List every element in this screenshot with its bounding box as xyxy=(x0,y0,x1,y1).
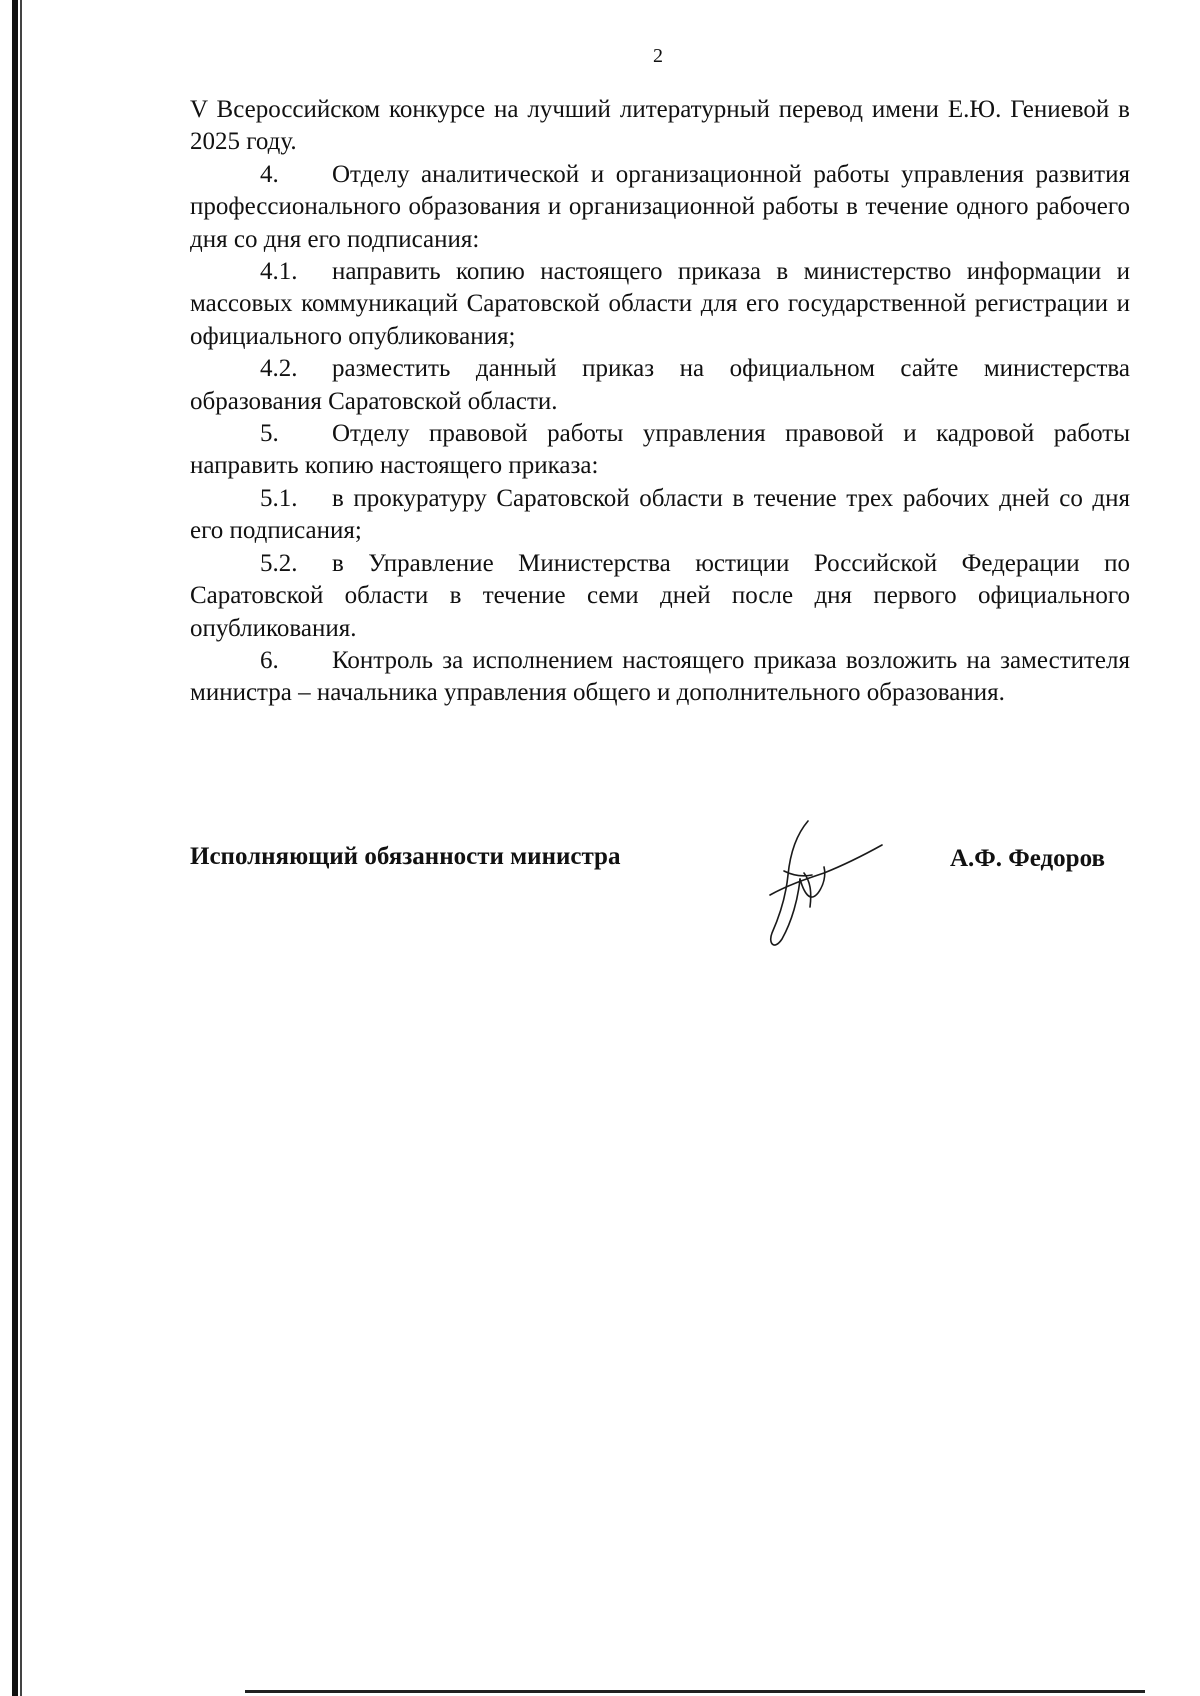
paragraph-text: направить копию настоящего приказа в министерство информации и массовых коммуникаций Саратовской области для его государственной регистрации и официального опубликования; xyxy=(190,258,1130,350)
scan-edge-left xyxy=(12,0,18,1696)
paragraph-item-5 xyxy=(190,418,1130,483)
signatory-name: А.Ф. Федоров xyxy=(950,845,1105,872)
document-body xyxy=(190,94,1130,710)
paragraph-item-6 xyxy=(190,645,1130,710)
paragraph-item-4-2 xyxy=(190,353,1130,418)
paragraph-text: V Всероссийском конкурсе на лучший литературный перевод имени Е.Ю. Гениевой в 2025 году. xyxy=(190,96,1130,156)
scan-edge-left-inner xyxy=(20,0,22,1696)
paragraph-item-4 xyxy=(190,159,1130,256)
signatory-title: Исполняющий обязанности министра xyxy=(190,843,621,870)
paragraph-text: разместить данный приказ на официальном сайте министерства образования Саратовской области. xyxy=(190,355,1130,415)
paragraph-item-4-1 xyxy=(190,256,1130,353)
paragraph-number: 6. xyxy=(260,646,279,674)
paragraph-number: 5.1. xyxy=(260,484,298,512)
handwritten-signature-icon xyxy=(740,815,890,960)
paragraph-number: 5.2. xyxy=(260,549,298,577)
paragraph-text: в прокуратуру Саратовской области в течение трех рабочих дней со дня его подписания; xyxy=(190,484,1130,545)
scan-edge-bottom xyxy=(245,1690,1145,1693)
paragraph-continuation xyxy=(190,94,1130,159)
paragraph-number: 4.1. xyxy=(260,258,298,286)
paragraph-number: 4.2. xyxy=(260,355,298,383)
paragraph-item-5-1 xyxy=(190,483,1130,548)
page-number: 2 xyxy=(653,45,663,67)
paragraph-number: 5. xyxy=(260,420,279,448)
paragraph-text: Отделу аналитической и организационной работы управления развития профессионального образования и организационной работы в течение одного рабочего дня со дня его подписания: xyxy=(190,160,1130,253)
paragraph-text: в Управление Министерства юстиции Российской Федерации по Саратовской области в течение семи дней после дня первого официального опубликования. xyxy=(190,549,1130,642)
paragraph-item-5-2 xyxy=(190,548,1130,645)
paragraph-text: Контроль за исполнением настоящего приказа возложить на заместителя министра – начальника управления общего и дополнительного образования. xyxy=(190,646,1130,707)
paragraph-text: Отделу правовой работы управления правовой и кадровой работы направить копию настоящего приказа: xyxy=(190,420,1130,480)
paragraph-number: 4. xyxy=(260,160,279,188)
